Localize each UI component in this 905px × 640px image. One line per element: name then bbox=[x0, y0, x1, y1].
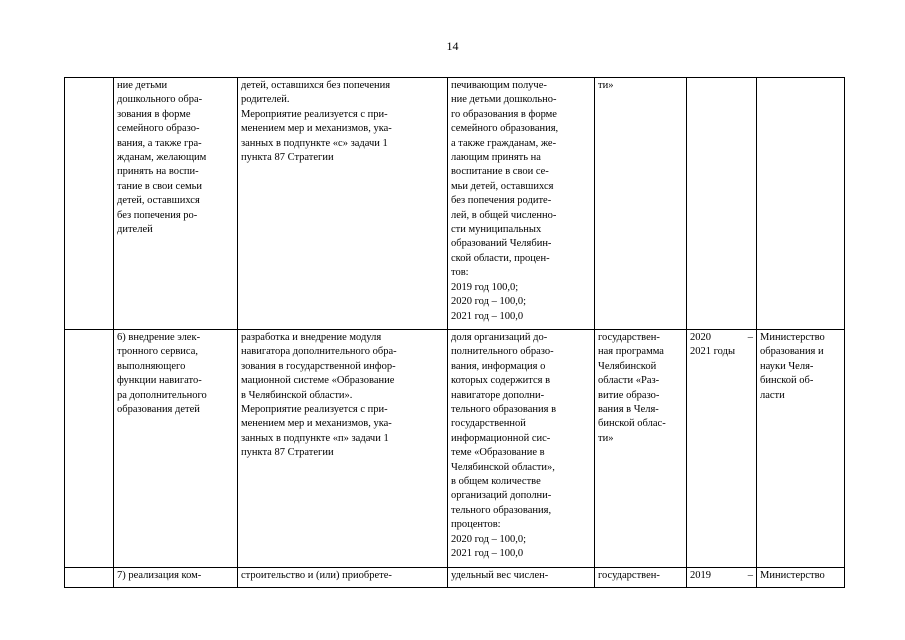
term-cell bbox=[687, 330, 757, 568]
measure-cell: разработка и внедрение модуля навигатора дополнительного обра- зования в государственной инфор- мационной системе «Образование в Челябинской области». Мероприятие реализуется с при- менением мер и механизмов, ука- занных в подпункте «п» задачи 1 пункта 87 Стратегии bbox=[238, 330, 448, 568]
indicator-cell: доля организаций до- полнительного образо- вания, информация о которых содержится в навигаторе дополни- тельного образования в государственной информационной сис- теме «Образование в Челябинской области», в общем количестве организаций дополни- тельного образования, процентов: 2020 год – 100,0; 2021 год – 100,0 bbox=[448, 330, 595, 568]
task-cell: ние детьми дошкольного обра- зования в форме семейного образо- вания, а также гра- жданам, желающим принять на воспи- тание в свои семьи детей, оставшихся без попечения ро- дителей bbox=[114, 78, 238, 330]
row-number-cell bbox=[65, 330, 114, 568]
executor-cell: Министерство образования и науки Челя- бинской об- ласти bbox=[757, 330, 845, 568]
executor-cell bbox=[757, 78, 845, 330]
plan-table bbox=[64, 77, 845, 588]
executor-cell: Министерство bbox=[757, 568, 845, 588]
term-cell bbox=[687, 568, 757, 588]
measure-cell: детей, оставшихся без попечения родителей. Мероприятие реализуется с при- менением мер и механизмов, ука- занных в подпункте «с» задачи 1 пункта 87 Стратегии bbox=[238, 78, 448, 330]
term-start-year: 2020 bbox=[690, 332, 711, 343]
row-number-cell bbox=[65, 568, 114, 588]
program-cell: государствен- ная программа Челябинской области «Раз- витие образо- вания в Челя- бинской облас- ти» bbox=[595, 330, 687, 568]
term-dash: – bbox=[747, 332, 753, 343]
indicator-cell: удельный вес числен- bbox=[448, 568, 595, 588]
table-row bbox=[65, 330, 845, 568]
row-number-cell bbox=[65, 78, 114, 330]
page-number: 14 bbox=[446, 39, 459, 53]
program-cell: ти» bbox=[595, 78, 687, 330]
term-end: 2021 годы bbox=[690, 346, 736, 358]
table-row bbox=[65, 568, 845, 588]
table-row bbox=[65, 78, 845, 330]
program-cell: государствен- bbox=[595, 568, 687, 588]
task-cell: 7) реализация ком- bbox=[114, 568, 238, 588]
measure-cell: строительство и (или) приобрете- bbox=[238, 568, 448, 588]
indicator-cell: печивающим получе- ние детьми дошкольно- го образования в форме семейного образования, а также гражданам, же- лающим принять на воспитание в свои се- мьи детей, оставшихся без попечения родите- лей, в общей численно- сти муниципальных образований Челябин- ской области, процен- тов: 2019 год 100,0; 2020 год – 100,0; 2021 год – 100,0 bbox=[448, 78, 595, 330]
task-cell: 6) внедрение элек- тронного сервиса, выполняющего функции навигато- ра дополнительного образования детей bbox=[114, 330, 238, 568]
term-cell bbox=[687, 78, 757, 330]
term-start-year: 2019 bbox=[690, 570, 711, 581]
term-dash: – bbox=[747, 570, 753, 581]
